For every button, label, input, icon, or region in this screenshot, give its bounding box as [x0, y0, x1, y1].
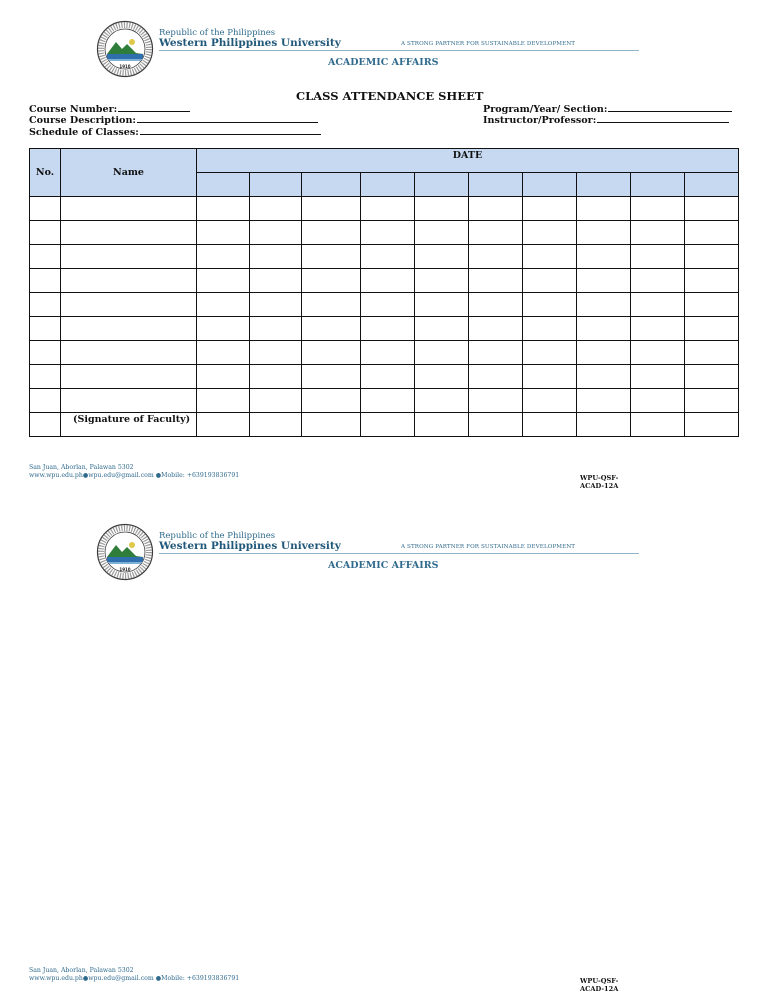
attendance-mark-cell[interactable] [361, 269, 415, 293]
footer-address: San Juan, Aborlan, Palawan 5302 [29, 464, 134, 471]
attendance-mark-cell[interactable] [197, 365, 250, 389]
signature-no-cell [30, 413, 61, 437]
student-name-cell[interactable] [61, 317, 197, 341]
signature-cell[interactable] [415, 413, 469, 437]
attendance-mark-cell[interactable] [577, 197, 631, 221]
attendance-mark-cell[interactable] [523, 317, 577, 341]
attendance-mark-cell[interactable] [631, 221, 685, 245]
signature-row [30, 413, 739, 437]
attendance-mark-cell[interactable] [250, 293, 302, 317]
attendance-mark-cell[interactable] [577, 221, 631, 245]
attendance-mark-cell[interactable] [469, 293, 523, 317]
attendance-mark-cell[interactable] [631, 341, 685, 365]
attendance-mark-cell[interactable] [685, 389, 739, 413]
attendance-mark-cell[interactable] [302, 269, 361, 293]
signature-cell[interactable] [469, 413, 523, 437]
row-number-cell[interactable] [30, 389, 61, 413]
attendance-mark-cell[interactable] [685, 245, 739, 269]
attendance-mark-cell[interactable] [197, 317, 250, 341]
date-cell-header[interactable] [577, 173, 631, 197]
signature-cell[interactable] [631, 413, 685, 437]
course-description-field [29, 114, 318, 126]
attendance-mark-cell[interactable] [361, 197, 415, 221]
attendance-mark-cell[interactable] [469, 197, 523, 221]
attendance-row [30, 389, 739, 413]
row-number-cell[interactable] [30, 269, 61, 293]
instructor-field [483, 114, 729, 126]
footer-contact: www.wpu.edu.ph●wpu.edu@gmail.com ●Mobile: +639193836791 [29, 975, 240, 982]
office-label: ACADEMIC AFFAIRS [328, 560, 439, 571]
column-header-name: Name [61, 149, 197, 197]
attendance-mark-cell[interactable] [361, 221, 415, 245]
attendance-mark-cell[interactable] [250, 317, 302, 341]
attendance-mark-cell[interactable] [685, 365, 739, 389]
attendance-row [30, 197, 739, 221]
attendance-mark-cell[interactable] [250, 269, 302, 293]
attendance-mark-cell[interactable] [415, 293, 469, 317]
signature-cell[interactable] [685, 413, 739, 437]
attendance-mark-cell[interactable] [361, 365, 415, 389]
attendance-mark-cell[interactable] [415, 365, 469, 389]
date-cell-header[interactable] [197, 173, 250, 197]
instructor-line[interactable] [597, 114, 729, 123]
attendance-mark-cell[interactable] [469, 269, 523, 293]
attendance-mark-cell[interactable] [302, 245, 361, 269]
row-number-cell[interactable] [30, 365, 61, 389]
date-cell-header[interactable] [685, 173, 739, 197]
attendance-mark-cell[interactable] [523, 293, 577, 317]
attendance-mark-cell[interactable] [250, 365, 302, 389]
attendance-mark-cell[interactable] [415, 341, 469, 365]
row-number-cell[interactable] [30, 317, 61, 341]
attendance-mark-cell[interactable] [523, 245, 577, 269]
date-cell-header[interactable] [469, 173, 523, 197]
attendance-mark-cell[interactable] [250, 341, 302, 365]
attendance-mark-cell[interactable] [302, 341, 361, 365]
document-code-line-1: WPU-QSF- [580, 977, 619, 985]
attendance-mark-cell[interactable] [577, 341, 631, 365]
attendance-mark-cell[interactable] [523, 221, 577, 245]
attendance-mark-cell[interactable] [302, 389, 361, 413]
attendance-row [30, 293, 739, 317]
attendance-mark-cell[interactable] [631, 389, 685, 413]
attendance-mark-cell[interactable] [250, 221, 302, 245]
attendance-row [30, 365, 739, 389]
attendance-mark-cell[interactable] [685, 293, 739, 317]
footer [29, 464, 239, 480]
instructor-label: Instructor/Professor: [483, 115, 597, 126]
attendance-mark-cell[interactable] [685, 317, 739, 341]
tagline: A STRONG PARTNER FOR SUSTAINABLE DEVELOPMENT [401, 41, 576, 47]
attendance-mark-cell[interactable] [197, 269, 250, 293]
attendance-mark-cell[interactable] [523, 365, 577, 389]
attendance-row [30, 341, 739, 365]
republic-label: Republic of the Philippines [159, 28, 276, 38]
student-name-cell[interactable] [61, 293, 197, 317]
form-title: CLASS ATTENDANCE SHEET [296, 89, 484, 103]
row-number-cell[interactable] [30, 341, 61, 365]
attendance-mark-cell[interactable] [523, 197, 577, 221]
signature-cell[interactable] [361, 413, 415, 437]
attendance-row [30, 245, 739, 269]
attendance-mark-cell[interactable] [250, 389, 302, 413]
attendance-mark-cell[interactable] [415, 317, 469, 341]
attendance-mark-cell[interactable] [361, 341, 415, 365]
attendance-row [30, 317, 739, 341]
university-name: Western Philippines University [159, 540, 341, 552]
header-rule [159, 50, 639, 51]
document-code [580, 474, 618, 490]
attendance-mark-cell[interactable] [415, 197, 469, 221]
course-description-label: Course Description: [29, 115, 136, 126]
attendance-row [30, 221, 739, 245]
row-number-cell[interactable] [30, 293, 61, 317]
attendance-mark-cell[interactable] [415, 221, 469, 245]
student-name-cell[interactable] [61, 197, 197, 221]
attendance-mark-cell[interactable] [302, 317, 361, 341]
attendance-mark-cell[interactable] [197, 197, 250, 221]
attendance-mark-cell[interactable] [197, 221, 250, 245]
attendance-mark-cell[interactable] [685, 197, 739, 221]
attendance-mark-cell[interactable] [523, 389, 577, 413]
signature-cell[interactable] [577, 413, 631, 437]
attendance-mark-cell[interactable] [197, 245, 250, 269]
date-cell-header[interactable] [361, 173, 415, 197]
student-name-cell[interactable] [61, 365, 197, 389]
svg-text:1910: 1910 [119, 567, 131, 572]
signature-cell[interactable] [197, 413, 250, 437]
student-name-cell[interactable] [61, 389, 197, 413]
university-seal-icon [96, 523, 154, 581]
footer-page-2 [29, 967, 239, 983]
attendance-mark-cell[interactable] [685, 221, 739, 245]
student-name-cell[interactable] [61, 245, 197, 269]
attendance-mark-cell[interactable] [361, 245, 415, 269]
university-seal-icon [96, 20, 154, 78]
attendance-mark-cell[interactable] [685, 269, 739, 293]
column-header-no: No. [30, 149, 61, 197]
attendance-mark-cell[interactable] [361, 293, 415, 317]
signature-cell[interactable] [523, 413, 577, 437]
attendance-mark-cell[interactable] [469, 245, 523, 269]
tagline: A STRONG PARTNER FOR SUSTAINABLE DEVELOPMENT [401, 544, 576, 550]
document-code-page-2 [580, 977, 618, 993]
document-code-line-2: ACAD-12A [580, 482, 619, 490]
course-description-line[interactable] [137, 114, 318, 123]
attendance-mark-cell[interactable] [523, 269, 577, 293]
attendance-mark-cell[interactable] [469, 341, 523, 365]
document-code-line-2: ACAD-12A [580, 985, 619, 993]
attendance-mark-cell[interactable] [469, 317, 523, 341]
attendance-mark-cell[interactable] [577, 269, 631, 293]
attendance-mark-cell[interactable] [250, 197, 302, 221]
attendance-mark-cell[interactable] [577, 365, 631, 389]
svg-text:1910: 1910 [119, 64, 131, 69]
attendance-mark-cell[interactable] [302, 197, 361, 221]
attendance-mark-cell[interactable] [631, 197, 685, 221]
schedule-field [29, 126, 321, 138]
attendance-mark-cell[interactable] [577, 293, 631, 317]
date-cell-header[interactable] [250, 173, 302, 197]
footer-address: San Juan, Aborlan, Palawan 5302 [29, 967, 134, 974]
attendance-mark-cell[interactable] [685, 341, 739, 365]
university-name: Western Philippines University [159, 37, 341, 49]
letterhead [96, 20, 642, 96]
attendance-mark-cell[interactable] [197, 293, 250, 317]
republic-label: Republic of the Philippines [159, 531, 276, 541]
attendance-mark-cell[interactable] [197, 389, 250, 413]
attendance-mark-cell[interactable] [577, 389, 631, 413]
row-number-cell[interactable] [30, 197, 61, 221]
attendance-mark-cell[interactable] [361, 389, 415, 413]
attendance-mark-cell[interactable] [631, 245, 685, 269]
student-name-cell[interactable] [61, 341, 197, 365]
office-label: ACADEMIC AFFAIRS [328, 57, 439, 68]
attendance-mark-cell[interactable] [250, 245, 302, 269]
attendance-mark-cell[interactable] [631, 317, 685, 341]
attendance-mark-cell[interactable] [415, 389, 469, 413]
column-header-date: DATE [197, 149, 739, 173]
attendance-mark-cell[interactable] [577, 245, 631, 269]
date-cell-header[interactable] [302, 173, 361, 197]
attendance-mark-cell[interactable] [469, 221, 523, 245]
attendance-mark-cell[interactable] [577, 317, 631, 341]
attendance-mark-cell[interactable] [631, 365, 685, 389]
course-number-label: Course Number: [29, 104, 118, 115]
attendance-mark-cell[interactable] [523, 341, 577, 365]
attendance-rows [30, 197, 739, 437]
attendance-mark-cell[interactable] [415, 269, 469, 293]
row-number-cell[interactable] [30, 221, 61, 245]
letterhead-page-2 [96, 523, 642, 599]
document-code-line-1: WPU-QSF- [580, 474, 619, 482]
program-label: Program/Year/ Section: [483, 104, 608, 115]
footer-contact: www.wpu.edu.ph●wpu.edu@gmail.com ●Mobile: +639193836791 [29, 472, 240, 479]
attendance-mark-cell[interactable] [631, 269, 685, 293]
attendance-mark-cell[interactable] [302, 365, 361, 389]
schedule-line[interactable] [140, 126, 321, 135]
attendance-row [30, 269, 739, 293]
attendance-mark-cell[interactable] [469, 365, 523, 389]
date-cell-header[interactable] [523, 173, 577, 197]
attendance-table [29, 148, 739, 437]
date-cell-header[interactable] [631, 173, 685, 197]
signature-label: (Signature of Faculty) [61, 413, 197, 437]
program-line[interactable] [608, 103, 732, 112]
attendance-mark-cell[interactable] [302, 221, 361, 245]
attendance-mark-cell[interactable] [631, 293, 685, 317]
date-cell-header[interactable] [415, 173, 469, 197]
row-number-cell[interactable] [30, 245, 61, 269]
attendance-mark-cell[interactable] [197, 341, 250, 365]
student-name-cell[interactable] [61, 221, 197, 245]
attendance-mark-cell[interactable] [361, 317, 415, 341]
attendance-mark-cell[interactable] [415, 245, 469, 269]
signature-cell[interactable] [302, 413, 361, 437]
student-name-cell[interactable] [61, 269, 197, 293]
signature-cell[interactable] [250, 413, 302, 437]
attendance-mark-cell[interactable] [469, 389, 523, 413]
header-rule [159, 553, 639, 554]
course-number-line[interactable] [118, 103, 190, 112]
attendance-mark-cell[interactable] [302, 293, 361, 317]
schedule-label: Schedule of Classes: [29, 127, 139, 138]
